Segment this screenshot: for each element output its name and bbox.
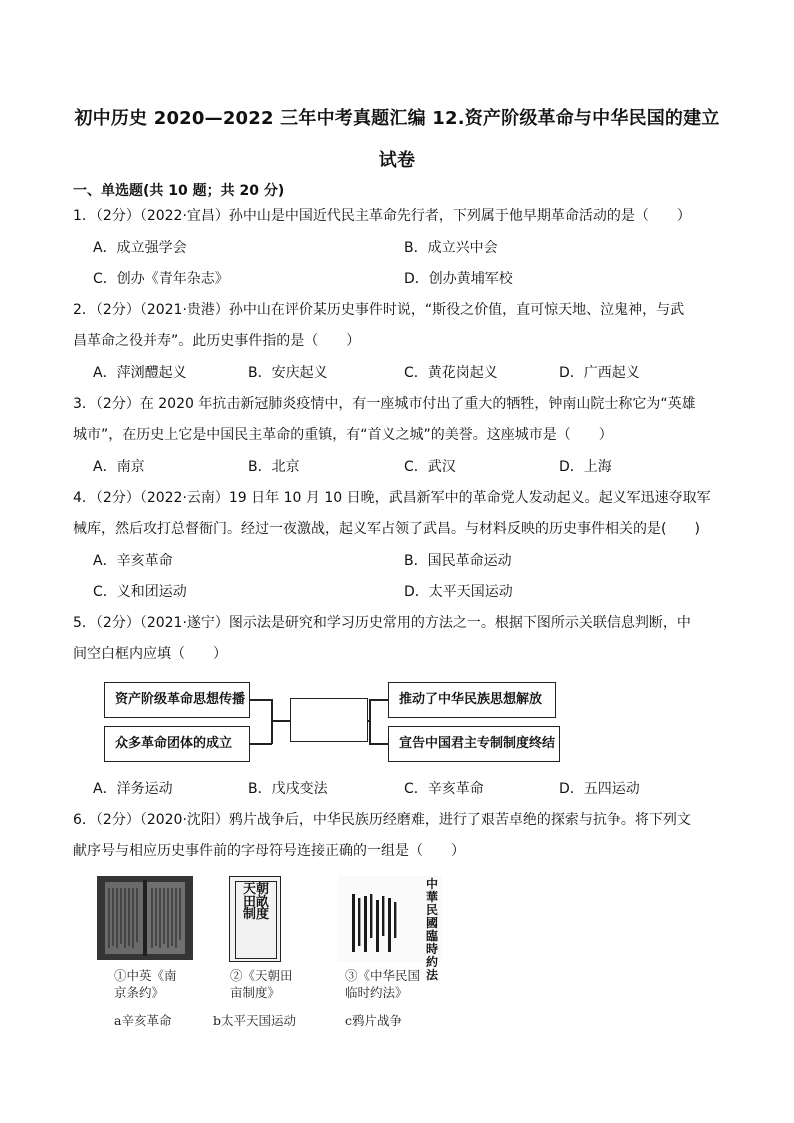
- event-a-label: a辛亥革命: [114, 1013, 172, 1028]
- q1-option-c: C．创办《青年杂志》: [93, 271, 229, 287]
- document-title-line2: 试卷: [378, 150, 416, 171]
- question-3-text-cont: 城市”，在历史上它是中国民主革命的重镇，有“首义之城”的美誉。这座城市是（ ）: [73, 427, 613, 443]
- treaty-book-image: [97, 876, 193, 960]
- q4-option-c: C．义和团运动: [93, 584, 187, 600]
- document-title: 初中历史 2020—2022 三年中考真题汇编 12.资产阶级革命与中华民国的建立: [74, 108, 720, 129]
- tianchao-cover-image: [229, 876, 281, 962]
- q5-option-b: B．戊戌变法: [248, 781, 328, 797]
- q3-option-c: C．武汉: [404, 459, 456, 475]
- connector-line: [271, 720, 290, 722]
- q4-option-d: D．太平天国运动: [404, 584, 513, 600]
- constitution-heading-text: 中華民國臨時約法: [426, 877, 439, 982]
- diagram-box-right-top: 推动了中华民族思想解放: [388, 682, 556, 718]
- q5-option-d: D．五四运动: [559, 781, 640, 797]
- question-2-text-cont: 昌革命之役并寿”。此历史事件指的是（ ）: [73, 333, 361, 349]
- q1-option-d: D．创办黄埔军校: [404, 271, 513, 287]
- question-5-text-cont: 间空白框内应填（ ）: [73, 646, 227, 662]
- image-3-caption-line1: ③《中华民国: [345, 968, 421, 983]
- image-1-caption-line1: ①中英《南: [114, 968, 177, 983]
- diagram-box-left-top: 资产阶级革命思想传播: [104, 682, 250, 718]
- q1-option-b: B．成立兴中会: [404, 240, 498, 256]
- image-3-caption: [345, 967, 420, 1001]
- q3-option-d: D．上海: [559, 459, 612, 475]
- image-2-caption: [230, 967, 293, 1001]
- question-1-text: 1．（2分）（2022·宜昌）孙中山是中国近代民主革命先行者，下列属于他早期革命活动的是（ ）: [73, 208, 691, 224]
- image-3-caption-line2: 临时约法》: [345, 985, 408, 1000]
- connector-line: [250, 699, 272, 701]
- connector-line: [250, 743, 272, 745]
- image-1-caption-line2: 京条约》: [114, 985, 165, 1000]
- question-4-text: 4．（2分）（2022·云南）19 日年 10 月 10 日晚，武昌新军中的革命党人发动起义。起义军迅速夺取军: [73, 490, 711, 506]
- q2-option-b: B．安庆起义: [248, 365, 328, 381]
- question-6-text-cont: 献序号与相应历史事件前的字母符号连接正确的一组是（ ）: [73, 843, 465, 859]
- q4-option-a: A．辛亥革命: [93, 553, 173, 569]
- diagram-box-center-blank: [290, 698, 368, 742]
- question-6-text: 6．（2分）（2020·沈阳）鸦片战争后，中华民族历经磨难，进行了艰苦卓绝的探索与抗争。将下列文: [73, 812, 691, 828]
- diagram-box-left-bottom: 众多革命团体的成立: [104, 726, 250, 762]
- question-2-text: 2．（2分）（2021·贵港）孙中山在评价某历史事件时说，“斯役之价值，直可惊天地、泣鬼神，与武: [73, 302, 685, 318]
- treaty-nanjing-photo: [97, 876, 193, 960]
- connector-line: [369, 743, 388, 745]
- image-2-caption-line2: 亩制度》: [230, 985, 281, 1000]
- q2-option-a: A．萍浏醴起义: [93, 365, 187, 381]
- diagram-box-right-bottom: 宣告中国君主专制制度终结: [388, 726, 560, 762]
- connector-line: [369, 699, 371, 744]
- q5-option-a: A．洋务运动: [93, 781, 173, 797]
- q4-option-b: B．国民革命运动: [404, 553, 512, 569]
- event-b-label: b太平天国运动: [213, 1013, 297, 1028]
- image-2-caption-line1: ②《天朝田: [230, 968, 293, 983]
- connector-line: [369, 699, 388, 701]
- image-1-caption: [114, 967, 177, 1001]
- q3-option-a: A．南京: [93, 459, 145, 475]
- q5-option-c: C．辛亥革命: [404, 781, 484, 797]
- section-heading: 一、单选题(共 10 题；共 20 分): [73, 183, 285, 199]
- q2-option-d: D．广西起义: [559, 365, 640, 381]
- event-c-label: c鸦片战争: [345, 1013, 403, 1028]
- q2-option-c: C．黄花岗起义: [404, 365, 498, 381]
- question-5-text: 5．（2分）（2021·遂宁）图示法是研究和学习历史常用的方法之一。根据下图所示关联信息判断，中: [73, 615, 691, 631]
- q3-option-b: B．北京: [248, 459, 300, 475]
- question-3-text: 3．（2分）在 2020 年抗击新冠肺炎疫情中，有一座城市付出了重大的牺牲，钟南山院士称它为“英雄: [73, 396, 696, 412]
- cover-title-text: 天朝田畝制度: [242, 882, 269, 922]
- q1-option-a: A．成立强学会: [93, 240, 187, 256]
- question-4-text-cont: 械库，然后攻打总督衙门。经过一夜激战，起义军占领了武昌。与材料反映的历史事件相关的是( ): [73, 521, 700, 537]
